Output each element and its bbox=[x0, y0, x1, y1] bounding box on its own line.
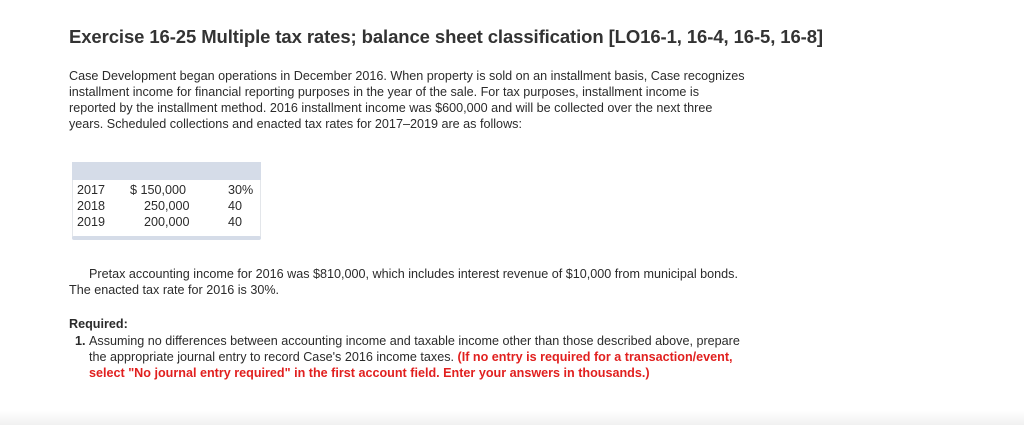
rate-cell: 30% bbox=[228, 183, 254, 197]
year-cell: 2017 bbox=[77, 183, 106, 197]
requirement-number: 1. bbox=[75, 334, 86, 348]
required-label: Required: bbox=[69, 317, 128, 331]
intro-paragraph: Case Development began operations in December 2016. When property is sold on an installment basis, Case recognizes installment income for financial reporting purposes in the year of the sale. For tax purposes, installment income is reported by the installment method. 2016 installment income was $600,000 and will be collected over the next three years. Scheduled collections and enacted tax rates for 2017–2019 are as follows: bbox=[69, 69, 745, 131]
requirement-item bbox=[75, 333, 740, 381]
page-title: Exercise 16-25 Multiple tax rates; balance sheet classification [LO16-1, 16-4, 16-5, 16-8] bbox=[69, 26, 823, 48]
pretax-paragraph: Pretax accounting income for 2016 was $810,000, which includes interest revenue of $10,000 from municipal bonds. The enacted tax rate for 2016 is 30%. bbox=[69, 267, 738, 297]
rate-cell: 40 bbox=[228, 215, 243, 229]
amount-cell: $ 150,000 bbox=[130, 183, 187, 197]
table-header-bar bbox=[72, 162, 261, 180]
amount-cell: 200,000 bbox=[144, 215, 190, 229]
page-bottom-shade bbox=[0, 411, 1024, 425]
rate-cell: 40 bbox=[228, 199, 243, 213]
collection-schedule-table bbox=[72, 162, 261, 241]
year-cell: 2018 bbox=[77, 199, 106, 213]
requirement-text: Assuming no differences between accounting income and taxable income other than those described above, prepare the appropriate journal entry to record Case's 2016 income taxes. bbox=[89, 334, 740, 364]
amount-cell: 250,000 bbox=[144, 199, 190, 213]
requirement-body bbox=[75, 333, 740, 381]
requirement-instruction: (If no entry is required for a transaction/event, select "No journal entry required" in the first account field. Enter your answers in thousands.) bbox=[89, 350, 733, 380]
year-cell: 2019 bbox=[77, 215, 106, 229]
table-footer-bar bbox=[72, 236, 261, 240]
